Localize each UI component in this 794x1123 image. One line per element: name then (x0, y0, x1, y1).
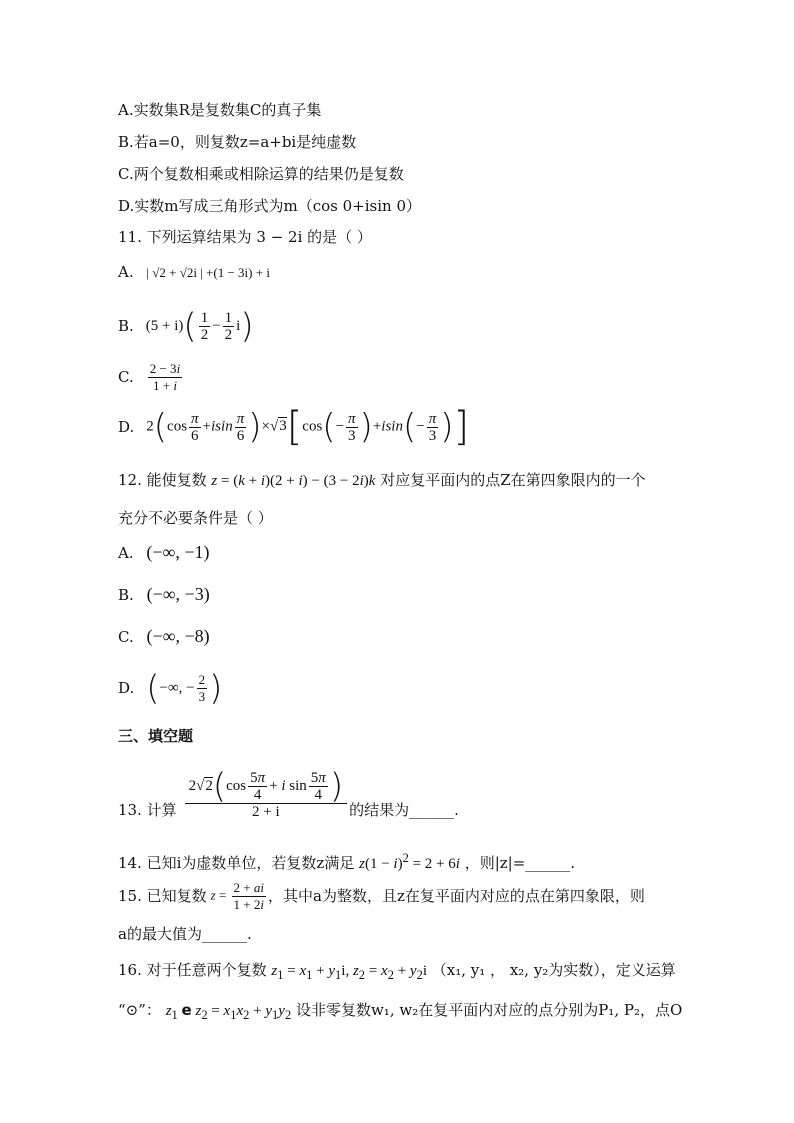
q15-suffix: ，其中a为整数，且z在复平面内对应的点在第四象限，则 (268, 887, 645, 905)
q12-option-a-expr: (−∞, −1) (146, 542, 210, 562)
q11-option-b (118, 306, 254, 346)
q16-suffix: （x₁, y₁ ， x₂, y₂为实数），定义运算 (431, 961, 676, 979)
q16-formula-1: $z_1 = x_1 + y_1i$, $z_2 = x_2 + y_2i$ (271, 963, 427, 982)
q12-stem-line1 (118, 470, 646, 491)
q16-prefix: 16. 对于任意两个复数 (118, 961, 267, 979)
q11-stem: 11. 下列运算结果为 3 − 2i 的是（ ） (118, 228, 372, 246)
q11-option-d (118, 404, 469, 450)
q12-stem-suffix: 对应复平面内的点Z在第四象限内的一个 (380, 471, 646, 489)
q12-option-a-label: A. (118, 544, 134, 562)
q13 (118, 760, 459, 830)
q12-option-d-expr: (−∞, − $\frac{2}{3}$ ) (146, 668, 223, 708)
q11-option-c (118, 357, 184, 397)
q11-option-a-expr: | √2 + √2i | +(1 − 3i) + i (146, 265, 270, 280)
q12-option-a (118, 542, 210, 563)
q14-prefix: 14. 已知i为虚数单位，若复数z满足 (118, 854, 355, 872)
q12-option-c-label: C. (118, 628, 134, 646)
q12-option-b (118, 584, 210, 605)
q12-option-d (118, 666, 222, 710)
q13-suffix: 的结果为______. (349, 801, 459, 819)
q12-stem-prefix: 12. 能使复数 (118, 471, 207, 489)
q11-option-c-expr: $\frac{2 - 3i}{1 + i}$ (149, 360, 181, 393)
q10-option-b: B.若a=0，则复数z=a+bi是纯虚数 (118, 133, 357, 151)
q12-option-b-label: B. (118, 586, 134, 604)
q12-option-d-label: D. (118, 679, 135, 697)
q15-prefix: 15. 已知复数 (118, 887, 207, 905)
q14-formula: $z(1 - i)^2 = 2 + 6i$ (359, 851, 460, 872)
q16-line2 (118, 1000, 682, 1025)
q11-option-a (118, 262, 270, 283)
q16-formula-2: $z_1$ e $z_2 = x_1x_2 + y_1y_2$ (165, 1001, 292, 1022)
q10-option-a: A.实数集R是复数集C的真子集 (118, 101, 322, 119)
q15-line1 (118, 876, 645, 916)
q10-option-c: C.两个复数相乘或相除运算的结果仍是复数 (118, 165, 404, 183)
q14 (118, 848, 575, 874)
q12-option-b-expr: (−∞, −3) (146, 584, 210, 604)
q16-line1 (118, 960, 676, 985)
section-title-fill-blank: 三、填空题 (118, 727, 194, 745)
q15-formula: z = $\frac{2 + ai}{1 + 2i}$ (210, 879, 264, 912)
q16-line2-prefix: “⊙”： (118, 1001, 161, 1019)
q12-stem-line2: 充分不必要条件是（ ） (118, 509, 273, 527)
q12-option-c-expr: (−∞, −8) (146, 626, 210, 646)
q11-option-b-label: B. (118, 317, 134, 335)
q14-suffix: ，则|z|=______. (464, 854, 576, 872)
q13-expr: 2√2(cos $\frac{5\pi}{4}$ + i sin $\frac{5\pi}{4}$ ) 2 + i (183, 770, 349, 820)
q11-option-a-label: A. (118, 263, 134, 281)
q11-option-d-expr: 2(cos $\frac{\pi}{6}$ +isin $\frac{\pi}{6}$ )×√3[cos(− $\frac{\pi}{3}$ )+isin(− $\frac{\pi}{3}$ )] (146, 404, 470, 450)
q11-option-c-label: C. (118, 368, 134, 386)
q10-option-d: D.实数m写成三角形式为m（cos 0+isin 0） (118, 197, 421, 215)
q15-line2: a的最大值为______. (118, 925, 252, 943)
q16-line2-suffix: 设非零复数w₁, w₂在复平面内对应的点分别为P₁, P₂，点O (295, 1001, 683, 1019)
q12-option-c (118, 626, 210, 647)
q13-prefix: 13. 计算 (118, 801, 177, 819)
q11-option-d-label: D. (118, 418, 135, 436)
q11-option-b-expr: (5 + i)( $\frac{1}{2}$ − $\frac{1}{2}$ i) (145, 306, 254, 346)
q12-formula: z = (k + i)(2 + i) − (3 − 2i)k (211, 473, 376, 489)
